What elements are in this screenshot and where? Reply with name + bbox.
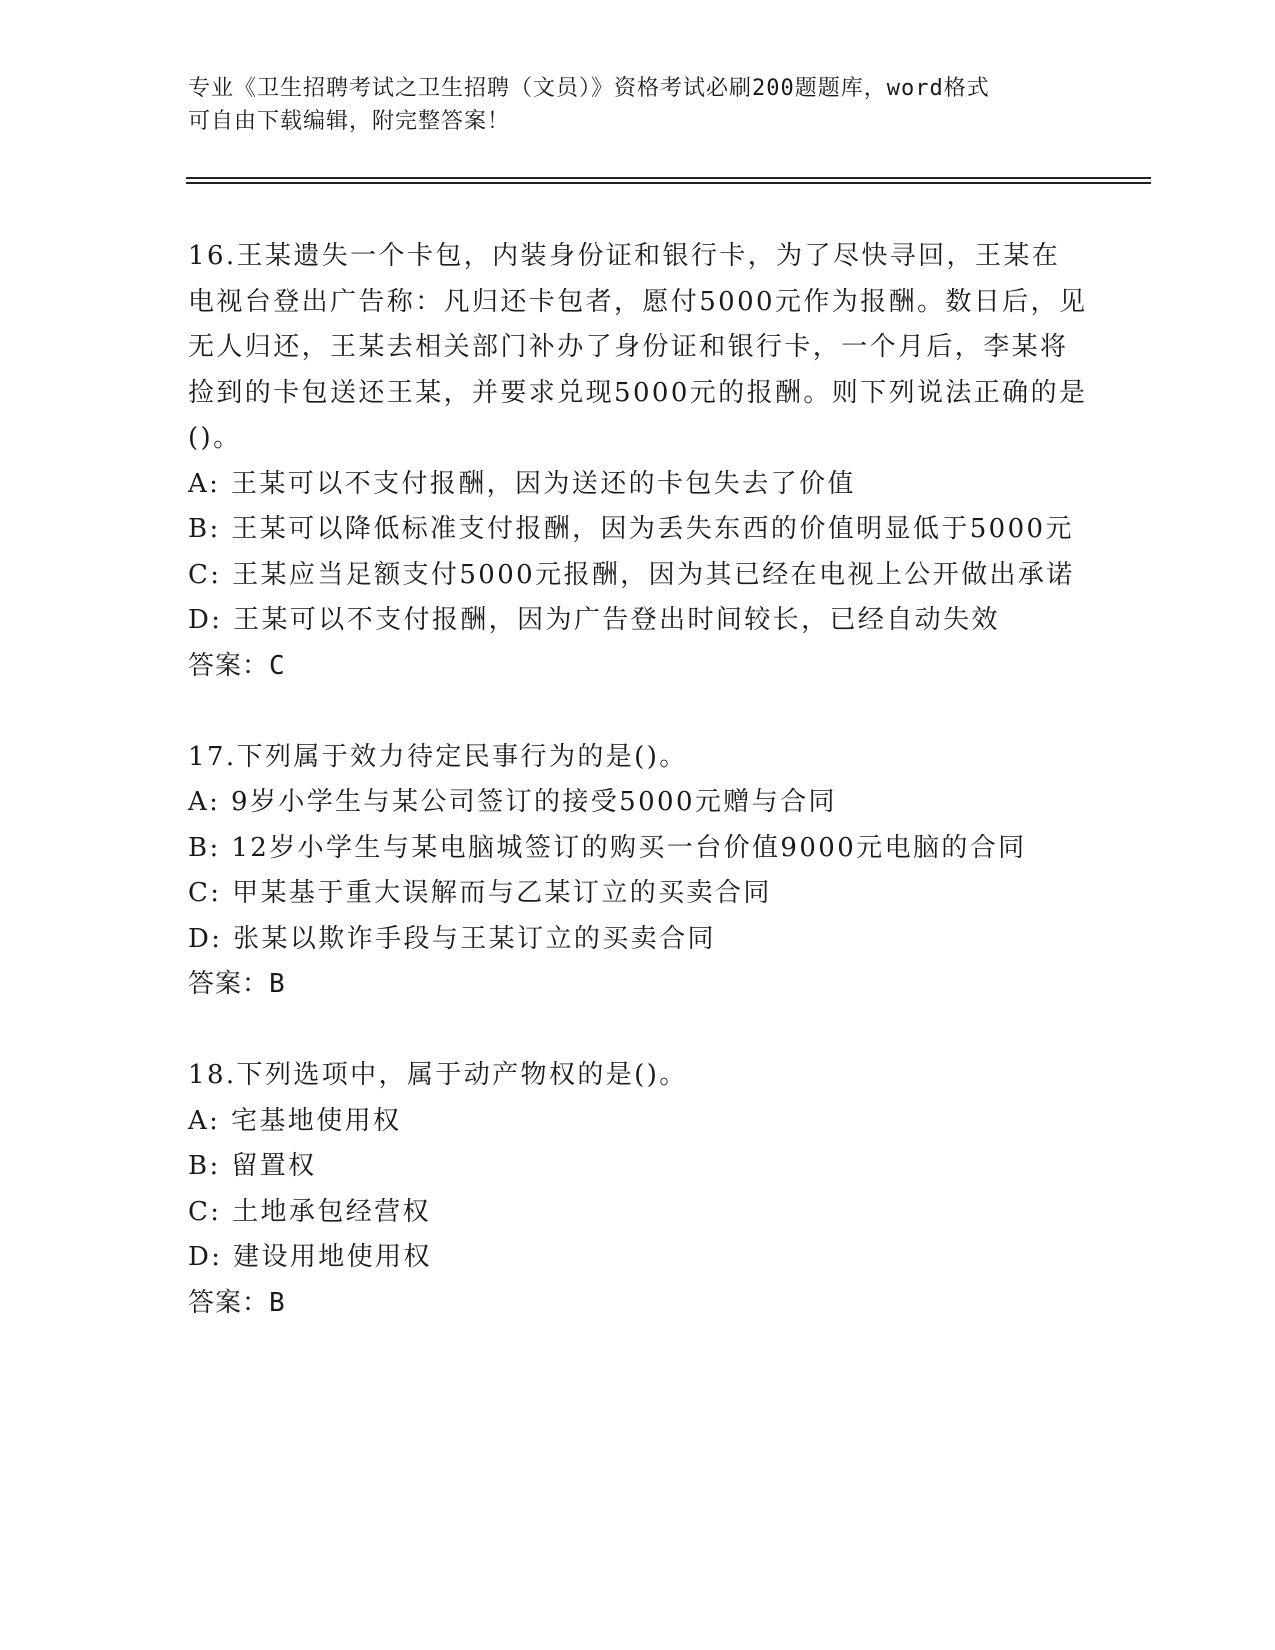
question-stem: 17.下列属于效力待定民事行为的是()。	[188, 741, 688, 772]
document-header	[188, 72, 1068, 138]
option-d: D: 王某可以不支付报酬，因为广告登出时间较长，已经自动失效	[188, 605, 1000, 635]
option-a: A: 宅基地使用权	[188, 1105, 402, 1136]
option-c: C: 王某应当足额支付5000元报酬，因为其已经在电视上公开做出承诺	[188, 559, 1075, 590]
option-d: D: 建设用地使用权	[188, 1242, 432, 1272]
option-b: B: 留置权	[188, 1151, 317, 1181]
answer: 答案：C	[188, 650, 286, 681]
question-18	[188, 1053, 1088, 1326]
question-list	[188, 234, 1088, 1372]
option-b: B: 12岁小学生与某电脑城签订的购买一台价值9000元电脑的合同	[188, 832, 1027, 863]
header-divider-top	[186, 177, 1151, 179]
option-a: A: 9岁小学生与某公司签订的接受5000元赠与合同	[188, 787, 837, 817]
answer: 答案：B	[188, 969, 286, 999]
header-line-1: 专业《卫生招聘考试之卫生招聘（文员）》资格考试必刷200题题库，word格式	[188, 76, 990, 101]
option-d: D: 张某以欺诈手段与王某订立的买卖合同	[188, 923, 716, 954]
answer: 答案：B	[188, 1287, 286, 1318]
header-divider-bottom	[186, 182, 1151, 184]
question-stem: 16.王某遗失一个卡包，内装身份证和银行卡，为了尽快寻回，王某在电视台登出广告称：凡归还卡包者，愿付5000元作为报酬。数日后，见无人归还，王某去相关部门补办了身份证和银行卡，一个月后，李某将捡到的卡包送还王某，并要求兑现5000元的报酬。则下列说法正确的是()。	[188, 241, 1088, 453]
question-16	[188, 234, 1088, 689]
question-17	[188, 735, 1088, 1008]
question-stem: 18.下列选项中，属于动产物权的是()。	[188, 1060, 688, 1090]
option-c: C: 甲某基于重大误解而与乙某订立的买卖合同	[188, 878, 772, 908]
option-b: B: 王某可以降低标准支付报酬，因为丢失东西的价值明显低于5000元	[188, 514, 1074, 544]
header-line-2: 可自由下载编辑，附完整答案！	[188, 109, 511, 134]
option-c: C: 土地承包经营权	[188, 1196, 431, 1227]
option-a: A: 王某可以不支付报酬，因为送还的卡包失去了价值	[188, 468, 856, 499]
